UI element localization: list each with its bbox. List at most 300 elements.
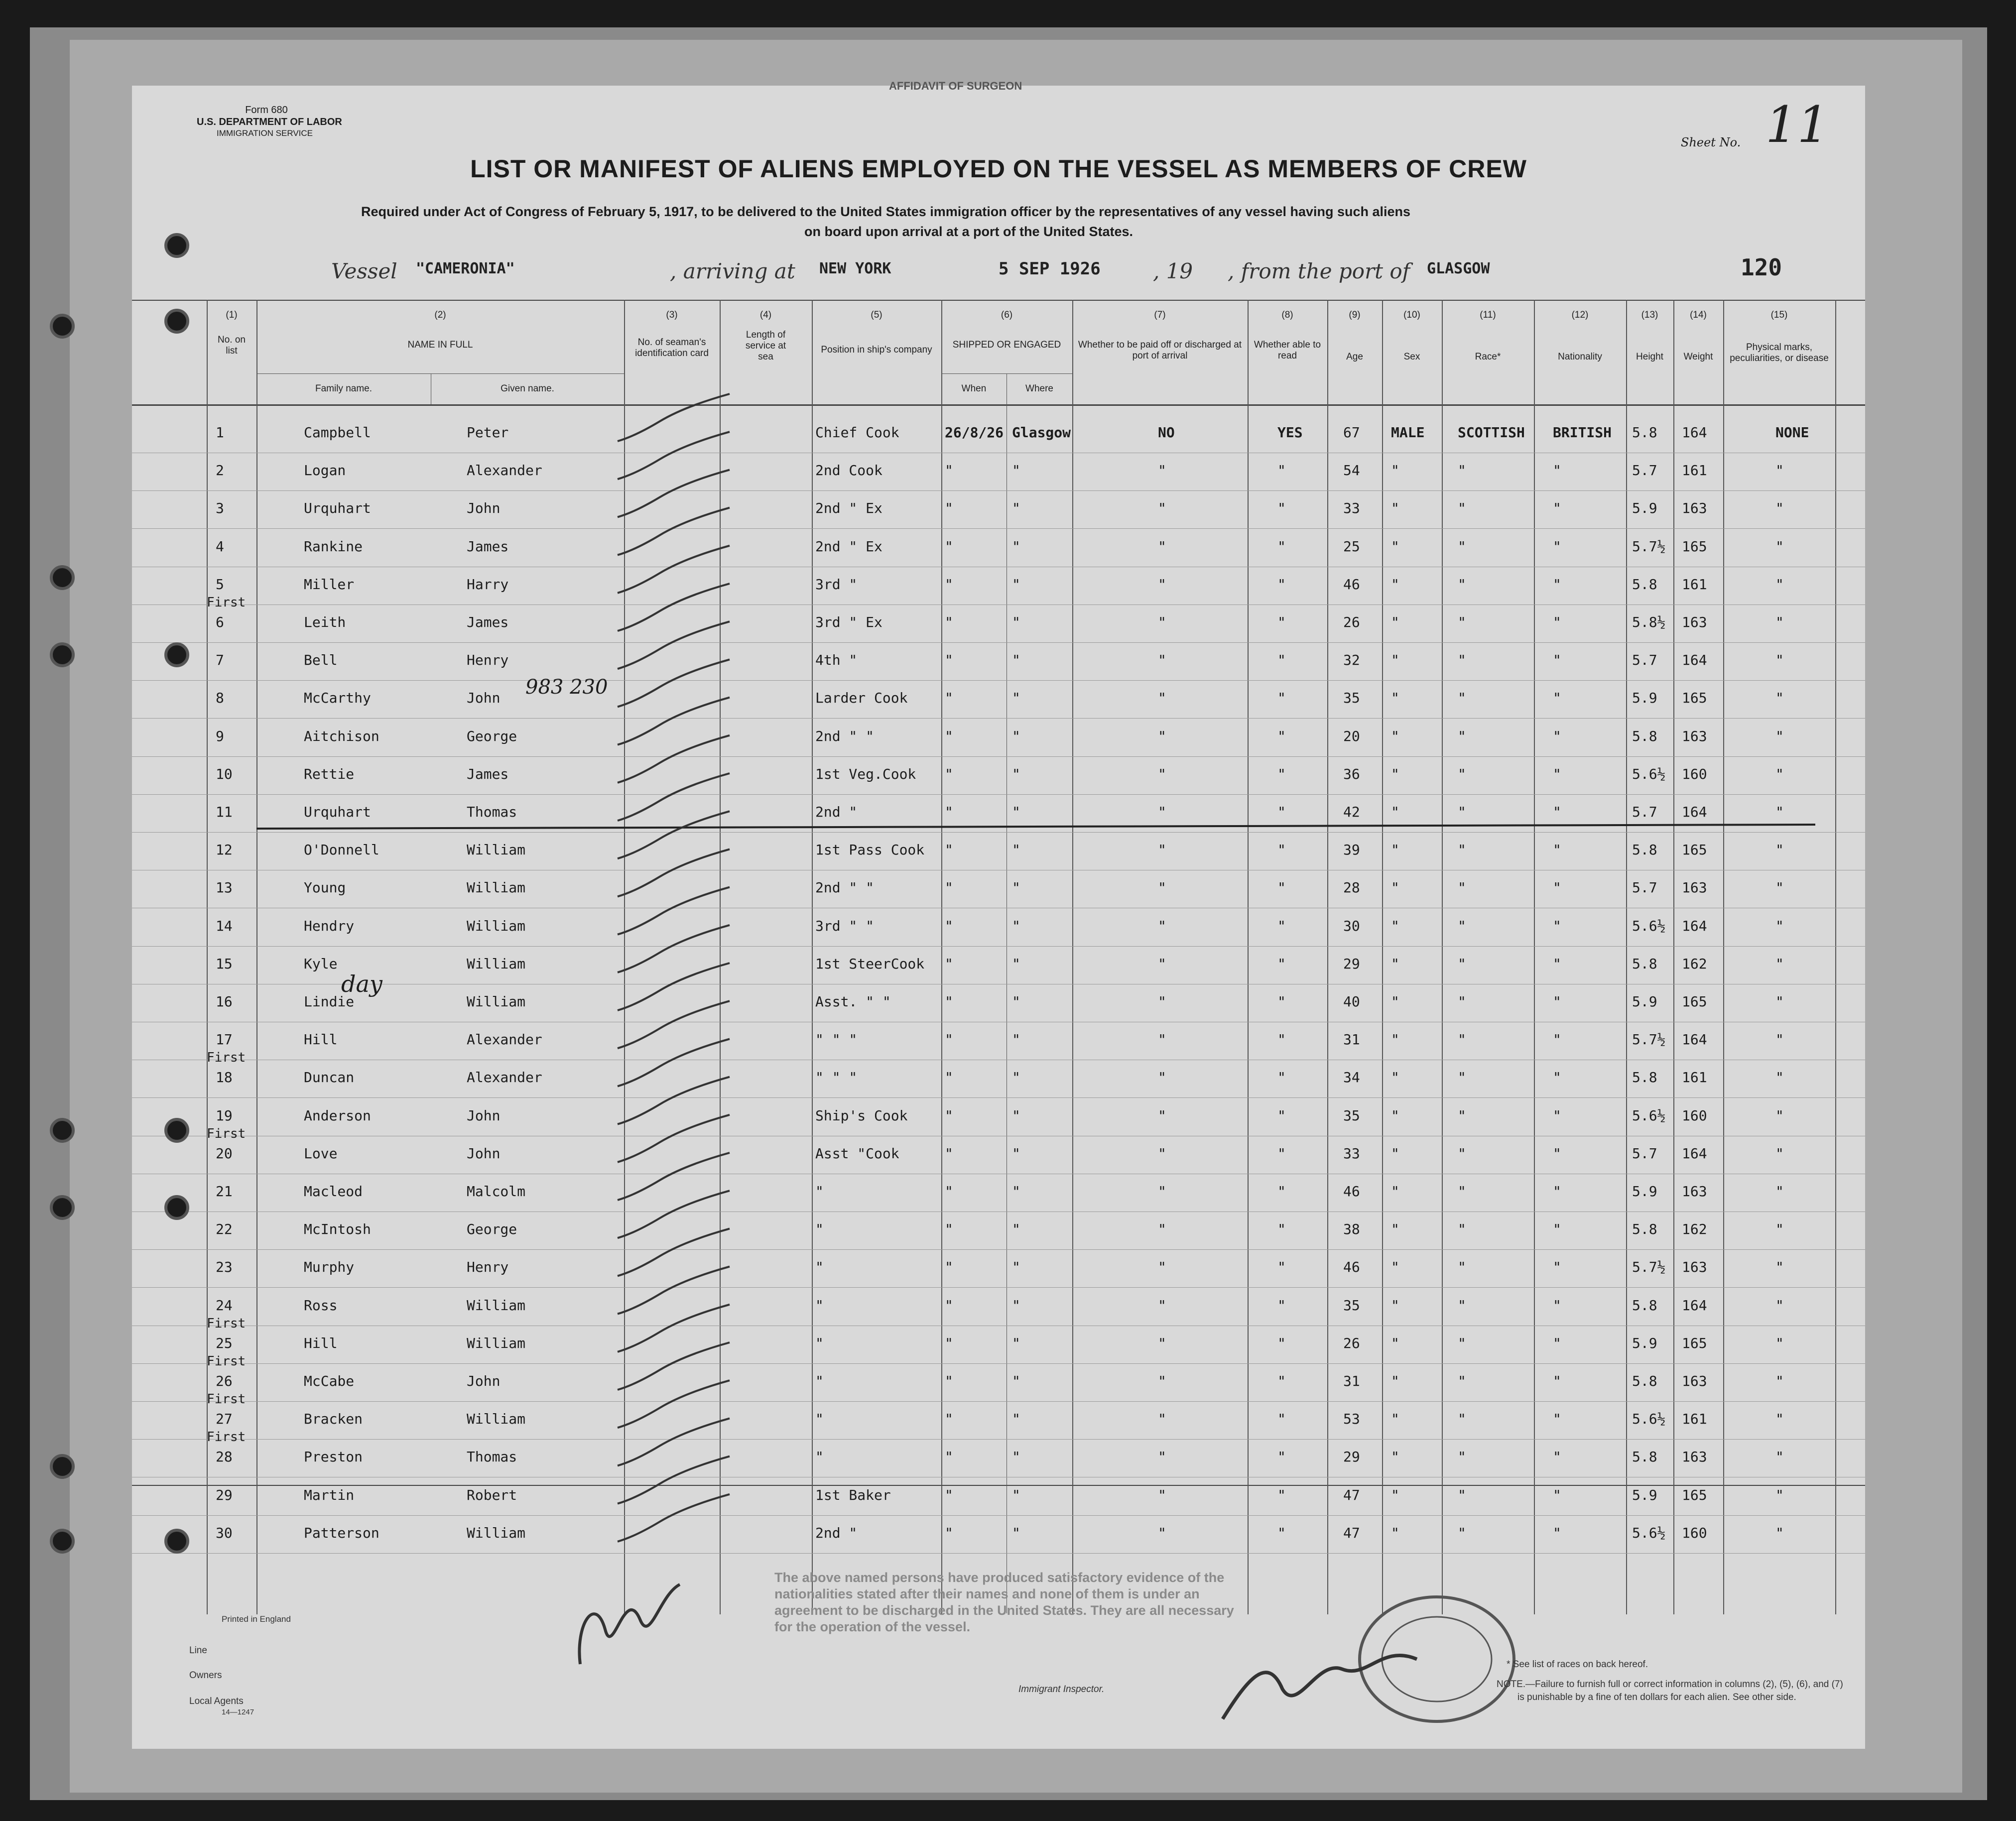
- punch-hole: [50, 642, 75, 667]
- tick-mark: [618, 1077, 730, 1124]
- cell-marks: ": [1775, 917, 1784, 934]
- cell-no: 19: [216, 1107, 233, 1124]
- cell-age: 32: [1343, 652, 1360, 669]
- cell-family: Kyle: [304, 955, 338, 972]
- cell-when: ": [945, 993, 953, 1010]
- cell-race: ": [1458, 538, 1466, 555]
- cell-race: ": [1458, 1031, 1466, 1048]
- cell-given: Alexander: [467, 1069, 542, 1086]
- cell-paid-off: ": [1158, 1031, 1166, 1048]
- cell-position: 2nd Cook: [815, 462, 882, 479]
- cell-marks: ": [1775, 1524, 1784, 1541]
- cell-sex: ": [1391, 993, 1399, 1010]
- cell-where: ": [1012, 1069, 1020, 1086]
- cell-marks: ": [1775, 1373, 1784, 1389]
- cell-nationality: ": [1553, 1486, 1561, 1503]
- cell-read: ": [1277, 1449, 1286, 1465]
- cell-weight: 164: [1682, 1145, 1707, 1162]
- nationality-stamp: The above named persons have produced satisfactory evidence of the nationalities stated after their names and none of them is under an agreement to be discharged in the United States. They are all necessary for the operation of the vessel.: [774, 1570, 1234, 1634]
- cell-height: 5.8: [1632, 1069, 1657, 1086]
- initials-mark: [565, 1565, 695, 1674]
- cell-read: ": [1277, 917, 1286, 934]
- cell-no: 13: [216, 879, 233, 896]
- tick-mark: [618, 811, 730, 858]
- cell-family: Martin: [304, 1486, 355, 1503]
- cell-family: O'Donnell: [304, 842, 379, 858]
- cell-nationality: ": [1553, 917, 1561, 934]
- cell-sex: ": [1391, 1297, 1399, 1314]
- col-12-header: Nationality: [1558, 352, 1602, 362]
- cell-read: ": [1277, 1069, 1286, 1086]
- cell-given: William: [467, 879, 526, 896]
- fine-note-2: is punishable by a fine of ten dollars for each alien. See other side.: [1517, 1692, 1796, 1702]
- cell-nationality: ": [1553, 1183, 1561, 1200]
- col-12-number: (12): [1571, 310, 1589, 320]
- cell-position: 1st Veg.Cook: [815, 765, 916, 782]
- tick-mark: [618, 1115, 730, 1162]
- cell-nationality: ": [1553, 500, 1561, 517]
- cell-family: Murphy: [304, 1259, 355, 1276]
- cell-family: McIntosh: [304, 1221, 371, 1238]
- cell-paid-off: ": [1158, 462, 1166, 479]
- cell-race: ": [1458, 804, 1466, 820]
- cell-weight: 163: [1682, 1373, 1707, 1389]
- cell-when: ": [945, 842, 953, 858]
- col-1-number: (1): [226, 310, 238, 320]
- cell-age: 35: [1343, 1107, 1360, 1124]
- tick-mark: [618, 1267, 730, 1314]
- cell-weight: 160: [1682, 1107, 1707, 1124]
- cell-where: ": [1012, 1449, 1020, 1465]
- cell-height: 5.7: [1632, 462, 1657, 479]
- cell-read: ": [1277, 1221, 1286, 1238]
- cell-race: ": [1458, 1373, 1466, 1389]
- cell-marks: NONE: [1775, 424, 1809, 441]
- tick-mark: [618, 432, 730, 479]
- service: IMMIGRATION SERVICE: [217, 128, 313, 138]
- cell-nationality: ": [1553, 652, 1561, 669]
- cell-given: William: [467, 917, 526, 934]
- tick-mark: [618, 1228, 730, 1276]
- punch-hole: [164, 642, 189, 667]
- cell-weight: 161: [1682, 1069, 1707, 1086]
- cell-marks: ": [1775, 1411, 1784, 1428]
- page-count: 120: [1741, 254, 1782, 281]
- cell-height: 5.8: [1632, 842, 1657, 858]
- cell-sex: ": [1391, 765, 1399, 782]
- cell-sex: ": [1391, 1486, 1399, 1503]
- cell-when: ": [945, 1259, 953, 1276]
- cell-race: ": [1458, 842, 1466, 858]
- punch-hole: [164, 233, 189, 258]
- cell-race: ": [1458, 690, 1466, 707]
- cell-marks: ": [1775, 1031, 1784, 1048]
- cell-where: ": [1012, 1031, 1020, 1048]
- col-5-header: Position in ship's company: [821, 345, 932, 355]
- cell-nationality: ": [1553, 1259, 1561, 1276]
- cell-weight: 163: [1682, 614, 1707, 630]
- col-7-number: (7): [1154, 310, 1166, 320]
- cell-sex: ": [1391, 1031, 1399, 1048]
- cell-when: ": [945, 955, 953, 972]
- subtitle-line-1: Required under Act of Congress of February 5, 1917, to be delivered to the United States immigration officer by the representatives of any vessel having such aliens: [361, 204, 1411, 219]
- cell-nationality: ": [1553, 993, 1561, 1010]
- col-15-number: (15): [1770, 310, 1788, 320]
- cell-when: ": [945, 1297, 953, 1314]
- cell-height: 5.6½: [1632, 765, 1666, 782]
- cell-position: 2nd " ": [815, 728, 875, 744]
- cell-paid-off: ": [1158, 1069, 1166, 1086]
- cell-height: 5.6½: [1632, 1524, 1666, 1541]
- cell-when: ": [945, 1524, 953, 1541]
- cell-given: Harry: [467, 576, 509, 593]
- col-13-number: (13): [1641, 310, 1658, 320]
- cell-read: ": [1277, 879, 1286, 896]
- inspector-label: Immigrant Inspector.: [1018, 1684, 1105, 1695]
- cell-no: 1: [216, 424, 224, 441]
- first-trip-note: First: [207, 1126, 246, 1141]
- cell-given: Peter: [467, 424, 509, 441]
- cell-marks: ": [1775, 462, 1784, 479]
- cell-paid-off: ": [1158, 993, 1166, 1010]
- cell-given: James: [467, 765, 509, 782]
- cell-paid-off: ": [1158, 690, 1166, 707]
- cell-no: 10: [216, 765, 233, 782]
- cell-read: ": [1277, 500, 1286, 517]
- glasgow-office-seal: [1203, 1589, 1526, 1744]
- cell-age: 46: [1343, 1183, 1360, 1200]
- cell-marks: ": [1775, 614, 1784, 630]
- cell-given: George: [467, 728, 517, 744]
- cell-given: William: [467, 1524, 526, 1541]
- from-port-label: , from the port of: [1228, 259, 1410, 283]
- cell-age: 34: [1343, 1069, 1360, 1086]
- cell-family: Leith: [304, 614, 346, 630]
- cell-given: George: [467, 1221, 517, 1238]
- cell-paid-off: ": [1158, 1486, 1166, 1503]
- punch-hole: [50, 1529, 75, 1554]
- cell-race: ": [1458, 500, 1466, 517]
- cell-position: 4th ": [815, 652, 858, 669]
- cell-marks: ": [1775, 1486, 1784, 1503]
- cell-weight: 165: [1682, 538, 1707, 555]
- cell-when: ": [945, 1183, 953, 1200]
- cell-paid-off: ": [1158, 1373, 1166, 1389]
- cell-marks: ": [1775, 1221, 1784, 1238]
- form-number: Form 680: [245, 105, 288, 116]
- cell-family: Duncan: [304, 1069, 355, 1086]
- cell-no: 17: [216, 1031, 233, 1048]
- cell-read: ": [1277, 1107, 1286, 1124]
- cell-no: 22: [216, 1221, 233, 1238]
- cell-where: ": [1012, 462, 1020, 479]
- cell-height: 5.7: [1632, 879, 1657, 896]
- cell-position: 2nd " Ex: [815, 538, 882, 555]
- col-9-number: (9): [1349, 310, 1361, 320]
- cell-no: 4: [216, 538, 224, 555]
- cell-where: ": [1012, 1373, 1020, 1389]
- cell-paid-off: ": [1158, 804, 1166, 820]
- cell-family: Campbell: [304, 424, 371, 441]
- cell-when: ": [945, 765, 953, 782]
- cell-nationality: ": [1553, 1411, 1561, 1428]
- cell-marks: ": [1775, 1449, 1784, 1465]
- cell-paid-off: ": [1158, 955, 1166, 972]
- cell-sex: ": [1391, 804, 1399, 820]
- cell-read: ": [1277, 538, 1286, 555]
- cell-where: ": [1012, 1183, 1020, 1200]
- cell-age: 31: [1343, 1373, 1360, 1389]
- cell-age: 40: [1343, 993, 1360, 1010]
- cell-sex: ": [1391, 917, 1399, 934]
- cell-where: ": [1012, 1411, 1020, 1428]
- cell-when: ": [945, 500, 953, 517]
- cell-age: 67: [1343, 424, 1360, 441]
- cell-family: Macleod: [304, 1183, 363, 1200]
- cell-family: Urquhart: [304, 500, 371, 517]
- manifest-title: LIST OR MANIFEST OF ALIENS EMPLOYED ON THE VESSEL AS MEMBERS OF CREW: [470, 155, 1527, 183]
- cell-age: 46: [1343, 576, 1360, 593]
- cell-sex: ": [1391, 1145, 1399, 1162]
- cell-position: 2nd ": [815, 1524, 858, 1541]
- cell-height: 5.7½: [1632, 1259, 1666, 1276]
- inspector-signature: [1223, 1655, 1417, 1719]
- cell-nationality: ": [1553, 1145, 1561, 1162]
- cell-family: Bell: [304, 652, 338, 669]
- cell-position: Chief Cook: [815, 424, 899, 441]
- cell-read: ": [1277, 1373, 1286, 1389]
- col-3-number: (3): [666, 310, 678, 320]
- cell-no: 3: [216, 500, 224, 517]
- cell-weight: 164: [1682, 1297, 1707, 1314]
- cell-position: ": [815, 1297, 824, 1314]
- cell-height: 5.6½: [1632, 1411, 1666, 1428]
- cell-when: ": [945, 1373, 953, 1389]
- cell-family: Lindie: [304, 993, 355, 1010]
- cell-when: ": [945, 917, 953, 934]
- punch-hole: [164, 309, 189, 334]
- cell-where: ": [1012, 1297, 1020, 1314]
- cell-read: ": [1277, 652, 1286, 669]
- cell-family: Aitchison: [304, 728, 379, 744]
- cell-marks: ": [1775, 728, 1784, 744]
- cell-nationality: ": [1553, 765, 1561, 782]
- tick-mark: [618, 1342, 730, 1390]
- cell-when: ": [945, 462, 953, 479]
- first-trip-note: First: [207, 1316, 246, 1331]
- cell-position: 1st Baker: [815, 1486, 891, 1503]
- departure-port: GLASGOW: [1427, 260, 1490, 277]
- sheet-number: 11: [1765, 96, 1829, 154]
- cell-marks: ": [1775, 993, 1784, 1010]
- cell-given: James: [467, 614, 509, 630]
- cell-no: 20: [216, 1145, 233, 1162]
- cell-race: ": [1458, 728, 1466, 744]
- cell-height: 5.9: [1632, 1183, 1657, 1200]
- cell-read: ": [1277, 1031, 1286, 1048]
- cell-weight: 162: [1682, 1221, 1707, 1238]
- cell-nationality: BRITISH: [1553, 424, 1612, 441]
- cell-no: 7: [216, 652, 224, 669]
- cell-weight: 163: [1682, 1183, 1707, 1200]
- cell-given: Thomas: [467, 804, 517, 820]
- punch-hole: [50, 1195, 75, 1220]
- cell-where: ": [1012, 576, 1020, 593]
- col-10-header: Sex: [1403, 352, 1420, 362]
- cell-read: ": [1277, 1486, 1286, 1503]
- cell-nationality: ": [1553, 538, 1561, 555]
- cell-height: 5.8: [1632, 1297, 1657, 1314]
- cell-family: McCarthy: [304, 690, 371, 707]
- cell-read: ": [1277, 993, 1286, 1010]
- cell-sex: ": [1391, 1259, 1399, 1276]
- cell-race: ": [1458, 1486, 1466, 1503]
- cell-where: ": [1012, 652, 1020, 669]
- cell-age: 20: [1343, 728, 1360, 744]
- cell-paid-off: ": [1158, 1411, 1166, 1428]
- cell-nationality: ": [1553, 1373, 1561, 1389]
- col-4-number: (4): [759, 310, 772, 320]
- cell-read: ": [1277, 1411, 1286, 1428]
- cell-position: ": [815, 1259, 824, 1276]
- tick-mark: [618, 773, 730, 821]
- cell-where: ": [1012, 614, 1020, 630]
- cell-family: Bracken: [304, 1411, 363, 1428]
- cell-sex: ": [1391, 1335, 1399, 1351]
- cell-race: ": [1458, 652, 1466, 669]
- cell-family: Rankine: [304, 538, 363, 555]
- cell-family: Love: [304, 1145, 338, 1162]
- col-14-header: Weight: [1683, 352, 1713, 362]
- tick-mark: [618, 1039, 730, 1086]
- cell-sex: ": [1391, 1107, 1399, 1124]
- cell-nationality: ": [1553, 576, 1561, 593]
- cell-age: 31: [1343, 1031, 1360, 1048]
- cell-sex: ": [1391, 1183, 1399, 1200]
- fine-note-1: NOTE.—Failure to furnish full or correct information in columns (2), (5), (6), and (7): [1497, 1679, 1843, 1690]
- cell-weight: 162: [1682, 955, 1707, 972]
- cell-no: 30: [216, 1524, 233, 1541]
- cell-marks: ": [1775, 538, 1784, 555]
- cell-no: 9: [216, 728, 224, 744]
- cell-given: John: [467, 500, 501, 517]
- col-3-header: No. of seaman's identification card: [635, 337, 709, 359]
- cell-no: 16: [216, 993, 233, 1010]
- year-label: , 19: [1153, 259, 1193, 283]
- cell-position: Asst. " ": [815, 993, 891, 1010]
- cell-weight: 164: [1682, 917, 1707, 934]
- cell-family: Anderson: [304, 1107, 371, 1124]
- cell-height: 5.8: [1632, 576, 1657, 593]
- cell-age: 29: [1343, 1449, 1360, 1465]
- agents-code: 14—1247: [222, 1708, 254, 1716]
- annotation-layer: [132, 300, 1865, 1614]
- tick-mark: [618, 1191, 730, 1238]
- cell-paid-off: ": [1158, 1107, 1166, 1124]
- col-7-header: Whether to be paid off or discharged at port of arrival: [1078, 340, 1242, 361]
- back-header: AFFIDAVIT OF SURGEON: [889, 80, 1022, 92]
- cell-when: ": [945, 1411, 953, 1428]
- cell-given: William: [467, 993, 526, 1010]
- cell-height: 5.9: [1632, 993, 1657, 1010]
- vessel-label: Vessel: [331, 259, 397, 283]
- cell-where: Glasgow: [1012, 424, 1071, 441]
- cell-where: ": [1012, 955, 1020, 972]
- cell-no: 24: [216, 1297, 233, 1314]
- cell-family: Urquhart: [304, 804, 371, 820]
- cell-when: ": [945, 804, 953, 820]
- cell-paid-off: ": [1158, 1524, 1166, 1541]
- cell-race: ": [1458, 917, 1466, 934]
- cell-marks: ": [1775, 1297, 1784, 1314]
- cell-nationality: ": [1553, 1069, 1561, 1086]
- cell-when: ": [945, 1449, 953, 1465]
- cell-given: John: [467, 1107, 501, 1124]
- cell-when: ": [945, 538, 953, 555]
- cell-position: Larder Cook: [815, 690, 908, 707]
- cell-no: 14: [216, 917, 233, 934]
- cell-read: ": [1277, 1183, 1286, 1200]
- vessel-name: "CAMERONIA": [416, 260, 515, 277]
- cell-marks: ": [1775, 652, 1784, 669]
- cell-height: 5.7: [1632, 1145, 1657, 1162]
- cell-no: 2: [216, 462, 224, 479]
- cell-weight: 165: [1682, 993, 1707, 1010]
- cell-sex: ": [1391, 614, 1399, 630]
- cell-position: ": [815, 1335, 824, 1351]
- cell-when: ": [945, 1031, 953, 1048]
- cell-sex: MALE: [1391, 424, 1425, 441]
- cell-weight: 163: [1682, 500, 1707, 517]
- first-trip-note: First: [207, 595, 246, 610]
- cell-where: ": [1012, 842, 1020, 858]
- cell-race: SCOTTISH: [1458, 424, 1525, 441]
- tick-mark: [618, 735, 730, 783]
- cell-paid-off: ": [1158, 1221, 1166, 1238]
- cell-nationality: ": [1553, 614, 1561, 630]
- cell-no: 15: [216, 955, 233, 972]
- cell-given: Robert: [467, 1486, 517, 1503]
- cell-position: " " ": [815, 1069, 858, 1086]
- cell-nationality: ": [1553, 1524, 1561, 1541]
- cell-paid-off: ": [1158, 728, 1166, 744]
- cell-weight: 164: [1682, 652, 1707, 669]
- cell-when: ": [945, 728, 953, 744]
- cell-height: 5.8: [1632, 1373, 1657, 1389]
- cell-no: 21: [216, 1183, 233, 1200]
- tick-mark: [618, 1418, 730, 1465]
- col-2-header: NAME IN FULL: [407, 340, 473, 350]
- cell-weight: 161: [1682, 462, 1707, 479]
- cell-race: ": [1458, 1524, 1466, 1541]
- cell-position: Ship's Cook: [815, 1107, 908, 1124]
- cell-weight: 165: [1682, 1486, 1707, 1503]
- cell-given: William: [467, 955, 526, 972]
- cell-age: 38: [1343, 1221, 1360, 1238]
- id-card-tick-marks: [618, 394, 730, 1542]
- col-15-header: Physical marks, peculiarities, or disease: [1730, 342, 1829, 364]
- cell-marks: ": [1775, 1069, 1784, 1086]
- cell-marks: ": [1775, 842, 1784, 858]
- cell-read: ": [1277, 1259, 1286, 1276]
- cell-position: ": [815, 1373, 824, 1389]
- cell-age: 39: [1343, 842, 1360, 858]
- cell-nationality: ": [1553, 1297, 1561, 1314]
- cell-sex: ": [1391, 1411, 1399, 1428]
- cell-position: 1st SteerCook: [815, 955, 925, 972]
- tick-mark: [618, 698, 730, 745]
- cell-no: 8: [216, 690, 224, 707]
